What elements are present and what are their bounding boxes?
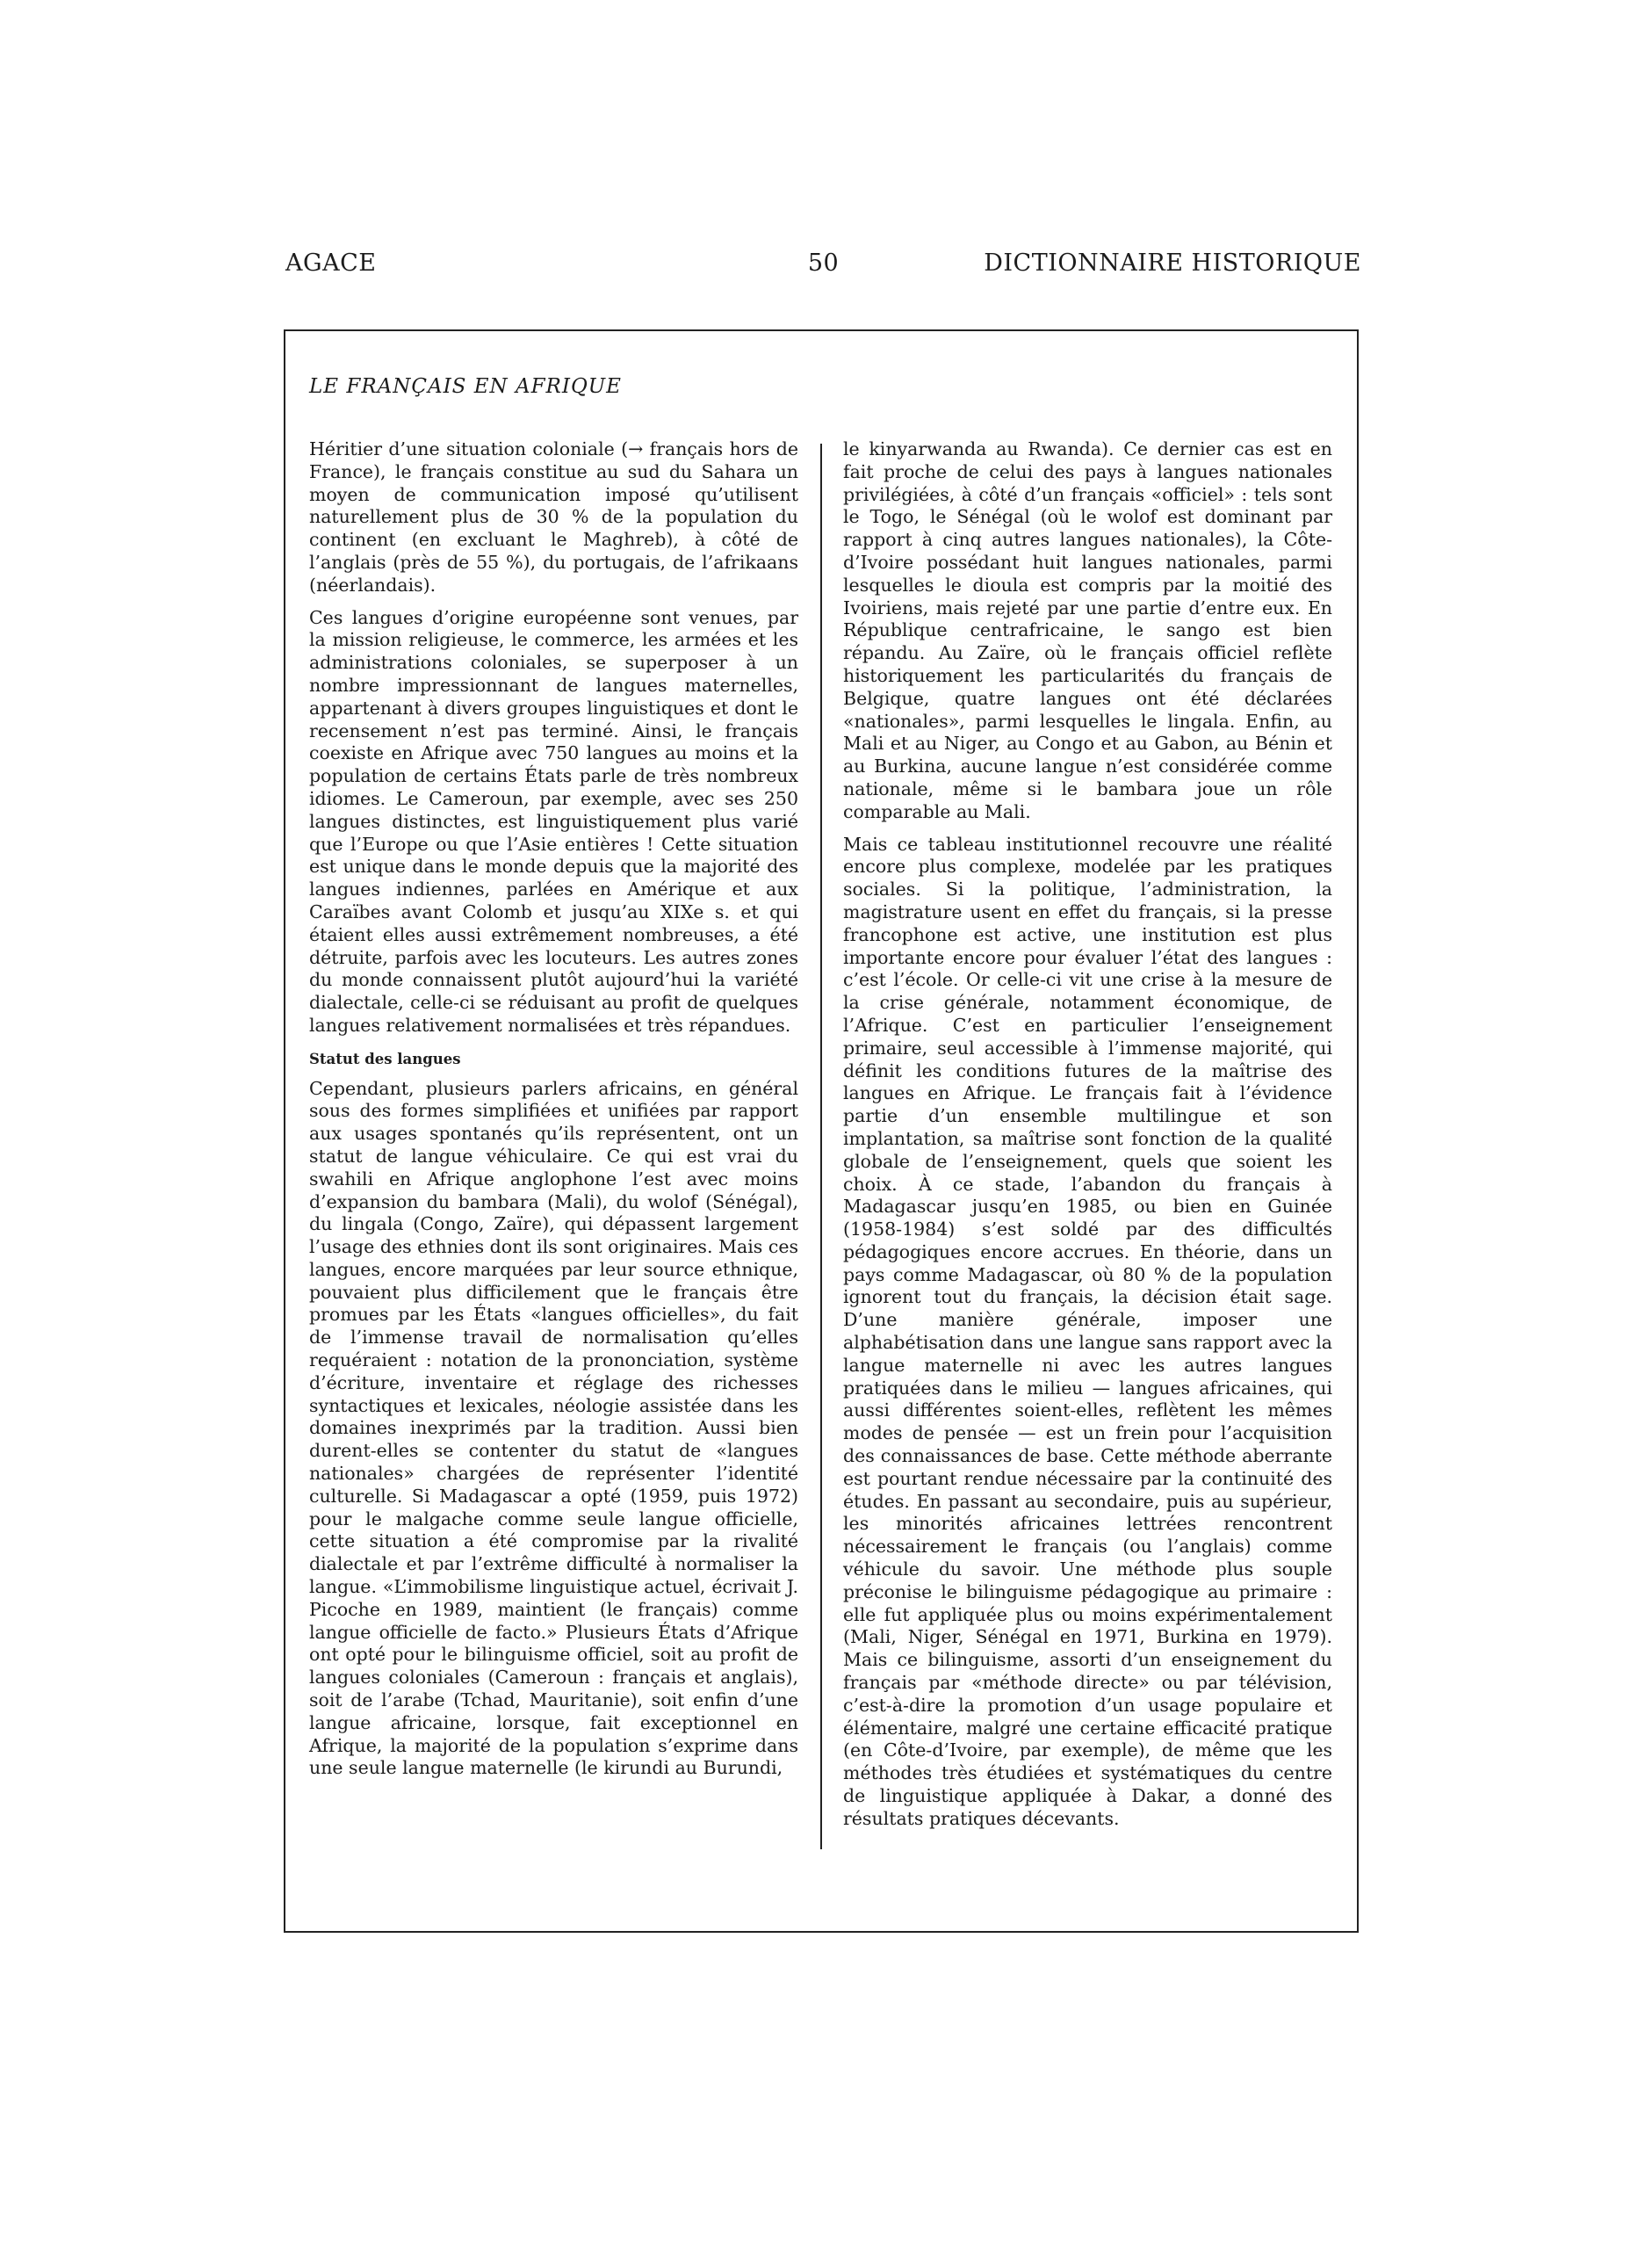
left-column	[309, 438, 798, 1790]
article-box	[284, 329, 1359, 1933]
running-head-right: DICTIONNAIRE HISTORIQUE	[984, 249, 1361, 277]
paragraph: Cependant, plusieurs parlers africains, en général sous des formes simplifiées et unifiées par rapport aux usages spontanés qu’ils représentent, ont un statut de langue véhiculaire. Ce qui est vrai du swahili en Afrique anglophone l’est avec moins d’expansion du bambara (Mali), du wolof (Sénégal), du lingala (Congo, Zaïre), qui dépassent largement l’usage des ethnies dont ils sont originaires. Mais ces langues, encore marquées par leur source ethnique, pouvaient plus difficilement que le français être promues par les États «langues officielles», du fait de l’immense travail de normalisation qu’elles requéraient : notation de la prononciation, système d’écriture, inventaire et réglage des richesses syntactiques et lexicales, néologie assistée dans les domaines inexprimés par la tradition. Aussi bien durent-elles se contenter du statut de «langues nationales» chargées de représenter l’identité culturelle. Si Madagascar a opté (1959, puis 1972) pour le malgache comme seule langue officielle, cette situation a été compromise par la rivalité dialectale et par l’extrême difficulté à normaliser la langue. «L’immobilisme linguistique actuel, écrivait J. Picoche en 1989, maintient (le français) comme langue officielle de facto.» Plusieurs États d’Afrique ont opté pour le bilinguisme officiel, soit au profit de langues coloniales (Cameroun : français et anglais), soit de l’arabe (Tchad, Mauritanie), soit enfin d’une langue africaine, lorsque, fait exceptionnel en Afrique, la majorité de la population s’exprime dans une seule langue maternelle (le kirundi au Burundi,	[309, 1077, 798, 1779]
section-subheading: Statut des langues	[309, 1050, 461, 1067]
running-head	[285, 249, 1361, 285]
article-title: LE FRANÇAIS EN AFRIQUE	[309, 375, 622, 398]
paragraph: Mais ce tableau institutionnel recouvre une réalité encore plus complexe, modelée par les pratiques sociales. Si la politique, l’administration, la magistrature usent en effet du français, si la presse francophone est active, une institution est plus importante encore pour évaluer l’état des langues : c’est l’école. Or celle-ci vit une crise à la mesure de la crise générale, notamment économique, de l’Afrique. C’est en particulier l’enseignement primaire, seul accessible à l’immense majorité, qui définit les conditions futures de la maîtrise des langues en Afrique. Le français fait à l’évidence partie d’un ensemble multilingue et son implantation, sa maîtrise sont fonction de la qualité globale de l’enseignement, quels que soient les choix. À ce stade, l’abandon du français à Madagascar jusqu’en 1985, ou bien en Guinée (1958-1984) s’est soldé par des difficultés pédagogiques encore accrues. En théorie, dans un pays comme Madagascar, où 80 % de la population ignorent tout du français, la décision était sage. D’une manière générale, imposer une alphabétisation dans une langue sans rapport avec la langue maternelle ni avec les autres langues pratiquées dans le milieu — langues africaines, qui aussi différentes soient-elles, reflètent les mêmes modes de pensée — est un frein pour l’acquisition des connaissances de base. Cette méthode aberrante est pourtant rendue nécessaire par la continuité des études. En passant au secondaire, puis au supérieur, les minorités africaines lettrées rencontrent nécessairement le français (ou l’anglais) comme véhicule du savoir. Une méthode plus souple préconise le bilinguisme pédagogique au primaire : elle fut appliquée plus ou moins expérimentalement (Mali, Niger, Sénégal en 1971, Burkina en 1979). Mais ce bilinguisme, assorti d’un enseignement du français par «méthode directe» ou par télévision, c’est-à-dire la promotion d’un usage populaire et élémentaire, malgré une certaine efficacité pratique (en Côte-d’Ivoire, par exemple), de même que les méthodes très étudiées et systématiques du centre de linguistique appliquée à Dakar, a donné des résultats pratiques décevants.	[843, 833, 1332, 1829]
paragraph: Ces langues d’origine européenne sont venues, par la mission religieuse, le commerce, les armées et les administrations coloniales, se superposer à un nombre impressionnant de langues maternelles, appartenant à divers groupes linguistiques et dont le recensement n’est pas terminé. Ainsi, le français coexiste en Afrique avec 750 langues au moins et la population de certains États parle de très nombreux idiomes. Le Cameroun, par exemple, avec ses 250 langues distinctes, est linguistiquement plus varié que l’Europe ou que l’Asie entières ! Cette situation est unique dans le monde depuis que la majorité des langues indiennes, parlées en Amérique et aux Caraïbes avant Colomb et jusqu’au XIXe s. et qui étaient elles aussi extrêmement nombreuses, a été détruite, parfois avec les locuteurs. Les autres zones du monde connaissent plutôt aujourd’hui la variété dialectale, celle-ci se réduisant au profit de quelques langues relativement normalisées et très répandues.	[309, 606, 798, 1036]
paragraph: le kinyarwanda au Rwanda). Ce dernier cas est en fait proche de celui des pays à langues nationales privilégiées, à côté d’un français «officiel» : tels sont le Togo, le Sénégal (où le wolof est dominant par rapport à cinq autres langues nationales), la Côte-d’Ivoire possédant huit langues nationales, parmi lesquelles le dioula est compris par la moitié des Ivoiriens, mais rejeté par une partie d’entre eux. En République centrafricaine, le sango est bien répandu. Au Zaïre, où le français officiel reflète historiquement les particularités du français de Belgique, quatre langues ont été déclarées «nationales», parmi lesquelles le lingala. Enfin, au Mali et au Niger, au Congo et au Gabon, au Bénin et au Burkina, aucune langue n’est considérée comme nationale, même si le bambara joue un rôle comparable au Mali.	[843, 438, 1332, 822]
column-divider	[820, 444, 822, 1849]
right-column	[843, 438, 1332, 1840]
page-number: 50	[807, 249, 840, 277]
running-head-left: AGACE	[285, 249, 377, 277]
paragraph: Héritier d’une situation coloniale (→ français hors de France), le français constitue au sud du Sahara un moyen de communication imposé qu’utilisent naturellement plus de 30 % de la population du continent (en excluant le Maghreb), à côté de l’anglais (près de 55 %), du portugais, de l’afrikaans (néerlandais).	[309, 438, 798, 596]
